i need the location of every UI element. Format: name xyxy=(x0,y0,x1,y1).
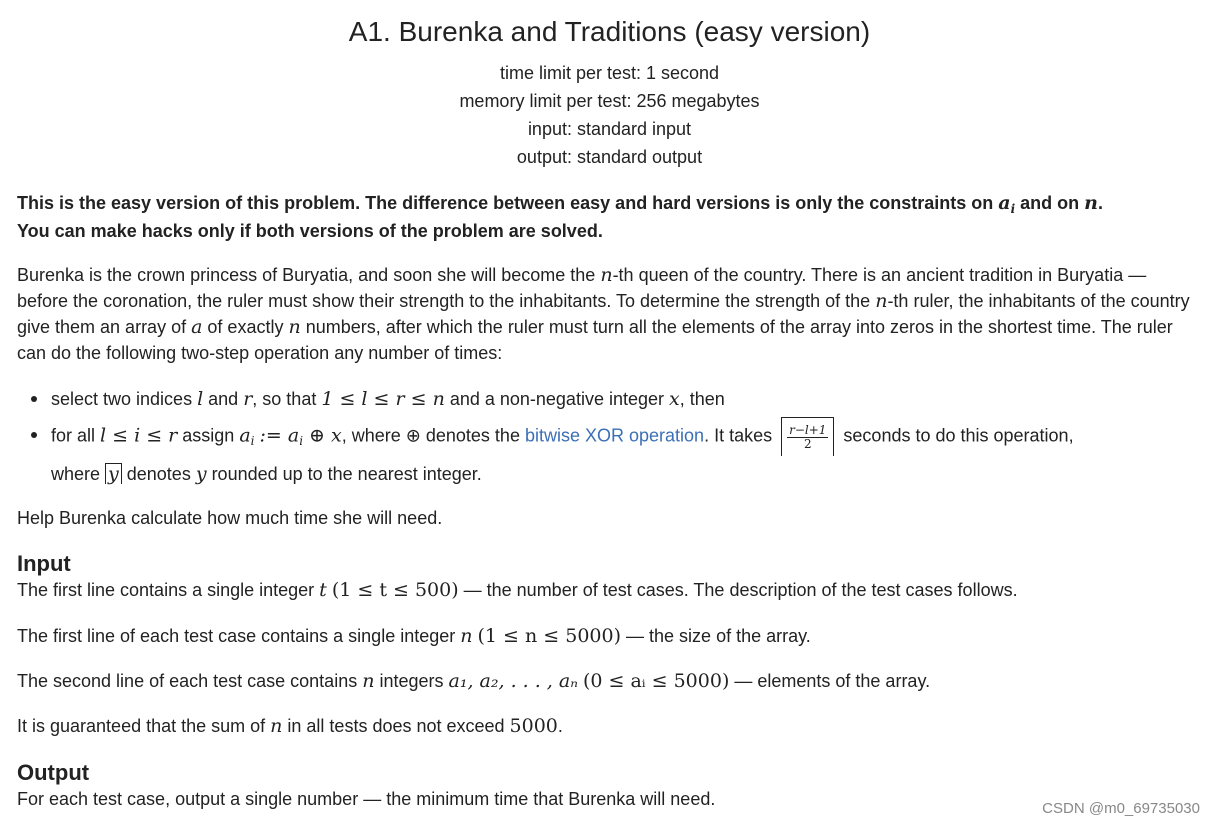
problem-title: A1. Burenka and Traditions (easy version) xyxy=(348,16,871,47)
time-limit: time limit per test: 1 second xyxy=(499,63,720,83)
list-item: select two indices l and r, so that 1 ≤ l ≤ r ≤ n and a non-negative integer x, then xyxy=(17,381,1202,417)
input-line-4: It is guaranteed that the sum of n in all tests does not exceed 5000. xyxy=(17,715,563,737)
legend-paragraph: Burenka is the crown princess of Buryatia, and soon she will become the n-th queen of the country. There is an ancient tradition in Buryatia — before the coronation, the ruler must show their strength to the inhabitants. To determine the strength of the n-th ruler, the inhabitants of the country give them an array of a of exactly n numbers, after which the ruler must turn all the elements of the array into zeros in the shortest time. The ruler can do the following two-step operation any number of times: xyxy=(17,264,1190,363)
output-spec: output: standard output xyxy=(516,147,703,167)
ceil-fraction: $\frac{r-l+1}{2}$ xyxy=(781,417,834,456)
input-spec: input: standard input xyxy=(527,119,692,139)
problem-limits xyxy=(17,59,1202,171)
help-text: Help Burenka calculate how much time she will need. xyxy=(17,508,443,528)
watermark: CSDN @m0_69735030 xyxy=(1042,800,1200,817)
xor-link[interactable]: bitwise XOR operation xyxy=(524,425,705,446)
list-item: for all l ≤ i ≤ r assign $a_i$ := $a_i$ ⊕ x, where ⊕ denotes the bitwise XOR operation. It takes $\frac{r-l+1}{2}$ seconds to do this operation, where y denotes y rounded up to the nearest integer. xyxy=(17,417,1202,492)
operation-list xyxy=(17,381,1202,492)
output-heading: Output xyxy=(17,760,90,785)
input-line-2: The first line of each test case contains a single integer n (1 ≤ n ≤ 5000) — the size of the array. xyxy=(17,625,811,647)
bullet-icon xyxy=(31,432,37,438)
output-text: For each test case, output a single number — the minimum time that Burenka will need. xyxy=(17,789,716,809)
version-note: This is the easy version of this problem. The difference between easy and hard versions is only the constraints on $a_i$ and on n. You can make hacks only if both versions of the problem are solved. xyxy=(17,192,1103,241)
input-heading: Input xyxy=(17,551,71,576)
input-line-3: The second line of each test case contains n integers a₁, a₂, . . . , aₙ (0 ≤ aᵢ ≤ 5000) — elements of the array. xyxy=(17,670,931,692)
bullet-icon xyxy=(31,396,37,402)
memory-limit: memory limit per test: 256 megabytes xyxy=(459,91,760,111)
input-line-1: The first line contains a single integer t (1 ≤ t ≤ 500) — the number of test cases. The description of the test cases follows. xyxy=(17,579,1018,601)
